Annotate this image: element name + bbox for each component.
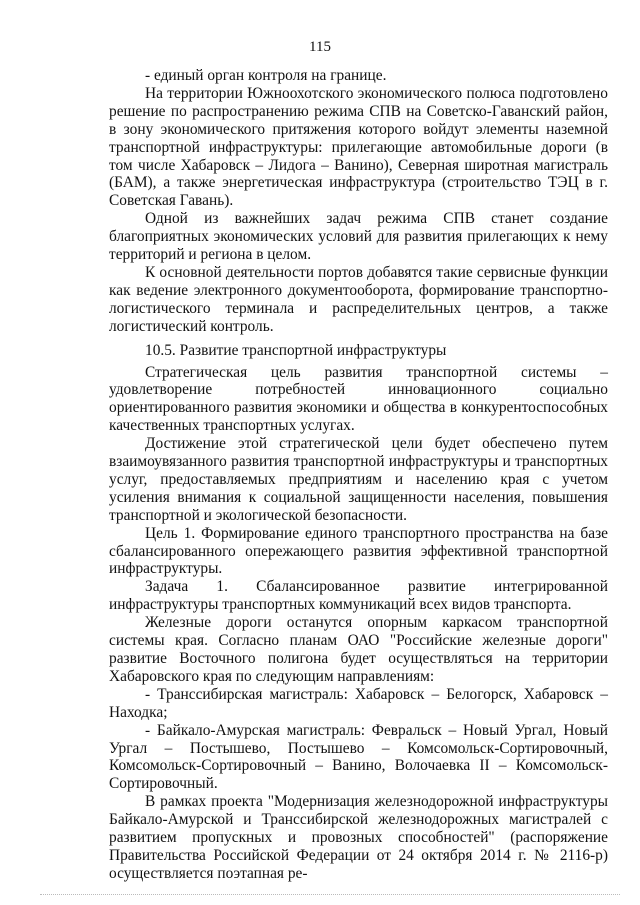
paragraph-modernization-project: В рамках проекта "Модернизация железнодорожной инфраструктуры Байкало-Амурской и Транссибирской железнодорожных магистралей с развитием пропускных и провозных способностей" (распоряжение Правительства Российской Федерации от 24 октября 2014 г. № 2116-р) осуществляется поэтапная ре- <box>109 793 608 882</box>
list-item-bam: - Байкало-Амурская магистраль: Февральск – Новый Ургал, Новый Ургал – Постышево, Постышево – Комсомольск-Сортировочный, Комсомольск-Сортировочный – Ванино, Волочаевка II – Комсомольск-Сортировочный. <box>109 721 608 793</box>
paragraph-goal-achievement: Достижение этой стратегической цели будет обеспечено путем взаимоувязанного развития транспортной инфраструктуры и транспортных услуг, предоставляемых предприятиям и населению края с учетом усиления внимания к социальной защищенности населения, повышения транспортной и экологической безопасности. <box>109 435 608 524</box>
page-number: 115 <box>309 39 331 55</box>
section-heading: 10.5. Развитие транспортной инфраструктуры <box>145 341 447 359</box>
paragraph-strategic-goal: Стратегическая цель развития транспортной системы – удовлетворение потребностей инновационного социально ориентированного развития экономики и общества в конкурентоспособных качественных транспортных услугах. <box>109 363 608 435</box>
paragraph-border-control: - единый орган контроля на границе. <box>145 67 387 84</box>
scan-edge-artifact <box>40 894 620 897</box>
paragraph-port-services: К основной деятельности портов добавятся такие сервисные функции как ведение электронного документооборота, формирование транспортно-логистического терминала и распределительных центров, а также логистический контроль. <box>109 263 608 335</box>
paragraph-task-1: Задача 1. Сбалансированное развитие интегрированной инфраструктуры транспортных коммуникаций всех видов транспорта. <box>109 578 608 614</box>
body-text <box>109 67 608 883</box>
paragraph-south-okhotsk-pole: На территории Южноохотского экономического полюса подготовлено решение по распространению режима СПВ на Советско-Гаванский район, в зону экономического притяжения которого войдут элементы наземной транспортной инфраструктуры: прилегающие автомобильные дороги (в том числе Хабаровск – Лидога – Ванино), Северная широтная магистраль (БАМ), а также энергетическая инфраструктура (строительство ТЭЦ в г. Советская Гавань). <box>109 84 608 210</box>
paragraph-spv-regime-task: Одной из важнейших задач режима СПВ станет создание благоприятных экономических условий для развития прилегающих к нему территорий и региона в целом. <box>109 210 608 264</box>
list-item-transsib: - Транссибирская магистраль: Хабаровск – Белогорск, Хабаровск – Находка; <box>109 685 608 721</box>
paragraph-railways: Железные дороги останутся опорным каркасом транспортной системы края. Согласно планам ОАО "Российские железные дороги" развитие Восточного полигона будет осуществляться на территории Хабаровского края по следующим направлениям: <box>109 614 608 685</box>
paragraph-goal-1: Цель 1. Формирование единого транспортного пространства на базе сбалансированного опережающего развития эффективной транспортной инфраструктуры. <box>109 524 608 578</box>
